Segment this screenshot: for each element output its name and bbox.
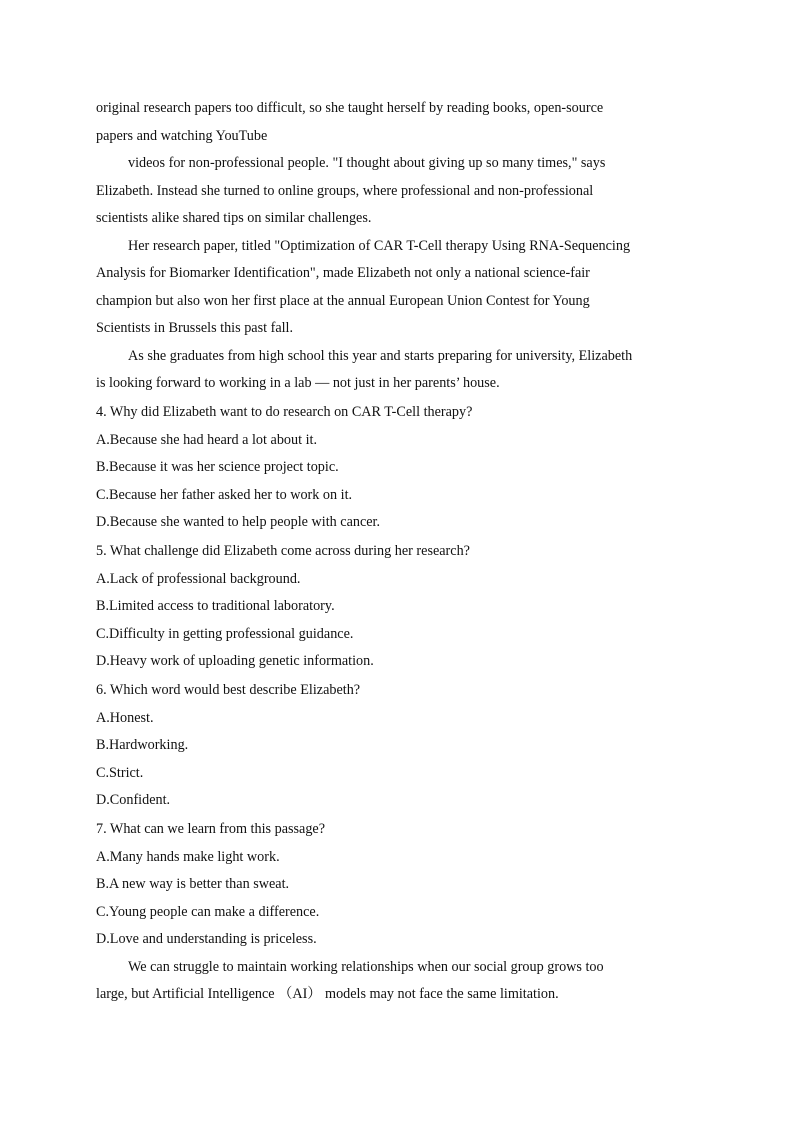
answer-option: D.Confident. xyxy=(96,792,171,808)
passage-line: original research papers too difficult, so she taught herself by reading books, open-source xyxy=(96,100,604,116)
passage-line: champion but also won her first place at the annual European Union Contest for Young xyxy=(96,292,590,309)
question-4 xyxy=(96,398,706,537)
passage-line: papers and watching YouTube xyxy=(96,127,268,144)
answer-option: B.Because it was her science project topic. xyxy=(96,459,339,475)
answer-option: A.Because she had heard a lot about it. xyxy=(96,431,318,448)
answer-option: B.A new way is better than sweat. xyxy=(96,876,290,892)
question-stem: 4. Why did Elizabeth want to do research on CAR T-Cell therapy? xyxy=(96,403,473,420)
answer-option: A.Honest. xyxy=(96,709,154,726)
answer-option: D.Heavy work of uploading genetic information. xyxy=(96,653,374,669)
answer-option: D.Love and understanding is priceless. xyxy=(96,931,317,947)
document-page xyxy=(96,95,706,1009)
question-stem: 7. What can we learn from this passage? xyxy=(96,820,326,837)
question-7 xyxy=(96,815,706,954)
passage-line: videos for non-professional people. "I thought about giving up so many times," says xyxy=(128,155,606,171)
passage-line: Scientists in Brussels this past fall. xyxy=(96,320,294,336)
passage-line: is looking forward to working in a lab — not just in her parents’ house. xyxy=(96,375,500,391)
answer-option: C.Young people can make a difference. xyxy=(96,903,320,920)
passage-line: We can struggle to maintain working relationships when our social group grows too xyxy=(128,958,604,975)
passage-line: Her research paper, titled "Optimization of CAR T-Cell therapy Using RNA-Sequencing xyxy=(128,237,631,254)
answer-option: C.Difficulty in getting professional guidance. xyxy=(96,625,354,642)
answer-option: C.Because her father asked her to work on it. xyxy=(96,486,353,503)
answer-option: D.Because she wanted to help people with cancer. xyxy=(96,514,381,530)
question-6 xyxy=(96,676,706,815)
answer-option: A.Many hands make light work. xyxy=(96,848,280,865)
passage-body xyxy=(96,95,706,398)
passage-line: Elizabeth. Instead she turned to online groups, where professional and non-professional xyxy=(96,182,594,199)
question-stem: 5. What challenge did Elizabeth come across during her research? xyxy=(96,542,470,559)
passage-line: As she graduates from high school this year and starts preparing for university, Elizabeth xyxy=(128,347,633,364)
passage-line: scientists alike shared tips on similar challenges. xyxy=(96,210,372,226)
question-5 xyxy=(96,537,706,676)
answer-option: B.Limited access to traditional laboratory. xyxy=(96,598,335,614)
question-stem: 6. Which word would best describe Elizabeth? xyxy=(96,681,361,698)
next-passage xyxy=(96,954,706,1009)
answer-option: A.Lack of professional background. xyxy=(96,570,301,587)
passage-line: Analysis for Biomarker Identification", made Elizabeth not only a national science-fair xyxy=(96,265,590,281)
answer-option: C.Strict. xyxy=(96,764,144,781)
answer-option: B.Hardworking. xyxy=(96,737,189,753)
passage-line: large, but Artificial Intelligence （AI） models may not face the same limitation. xyxy=(96,986,559,1002)
